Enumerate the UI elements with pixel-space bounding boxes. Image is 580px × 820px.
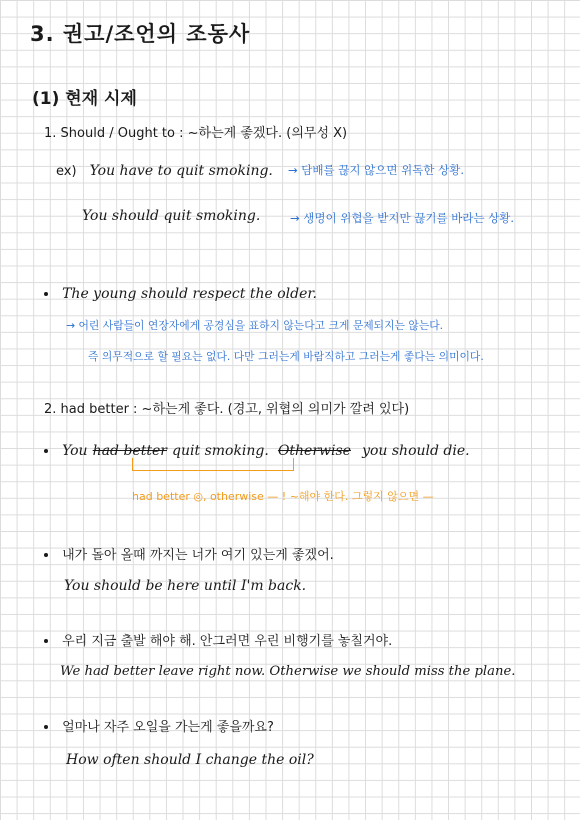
example7-english: How often should I change the oil? — [66, 752, 314, 768]
example6-english: We had better leave right now. Otherwise we should miss the plane. — [60, 664, 516, 679]
page-title: 3. 권고/조언의 조동사 — [30, 22, 251, 46]
example5-ko-row — [44, 544, 334, 563]
example1-row — [56, 160, 273, 179]
bullet-icon — [44, 639, 48, 643]
bullet-icon — [44, 725, 48, 729]
item2-heading: 2. had better : ~하는게 좋다. (경고, 위협의 의미가 깔려 있다) — [44, 402, 410, 417]
example5-english: You should be here until I'm back. — [64, 578, 307, 594]
example3-note-1: → 어린 사람들이 연장자에게 공경심을 표하지 않는다고 크게 문제되지는 않는다. — [66, 319, 444, 332]
bullet-icon — [44, 292, 48, 296]
example6-ko-row — [44, 630, 392, 649]
example3-row — [44, 283, 317, 302]
example4-should-die: you should die. — [362, 443, 470, 459]
example2-english: You should quit smoking. — [82, 208, 261, 224]
item1-heading: 1. Should / Ought to : ~하는게 좋겠다. (의무성 X) — [44, 126, 348, 141]
example4-row — [44, 440, 470, 459]
example3-note-2: 즉 의무적으로 할 필요는 없다. 다만 그러는게 바람직하고 그러는게 좋다는 의미이다. — [88, 350, 484, 363]
example1-note: → 담배를 끊지 않으면 위독한 상황. — [288, 163, 464, 177]
bullet-icon — [44, 449, 48, 453]
bullet-icon — [44, 553, 48, 557]
example4-you: You — [62, 443, 88, 459]
example6-korean: 우리 지금 출발 해야 해. 안그러면 우린 비행기를 놓칠거야. — [62, 634, 393, 649]
example-label: ex) — [56, 164, 77, 179]
example4-otherwise: Otherwise — [277, 443, 351, 459]
example5-korean: 내가 돌아 올때 까지는 너가 여기 있는게 좋겠어. — [62, 548, 334, 563]
example1-english: You have to quit smoking. — [89, 163, 273, 179]
example7-ko-row — [44, 716, 274, 735]
example4-note: had better ◎, otherwise — ! ~해야 한다. 그렇지 않으면 — — [132, 490, 434, 503]
example4-quit-smoking: quit smoking. — [172, 443, 269, 459]
had-better-bracket — [132, 458, 294, 471]
example2-note: → 생명이 위협을 받지만 끊기를 바라는 상황. — [290, 211, 515, 225]
section-heading: (1) 현재 시제 — [32, 89, 137, 109]
example3-english: The young should respect the older. — [62, 286, 317, 302]
example7-korean: 얼마나 자주 오일을 가는게 좋을까요? — [62, 720, 274, 735]
example4-had-better: had better — [92, 443, 167, 459]
